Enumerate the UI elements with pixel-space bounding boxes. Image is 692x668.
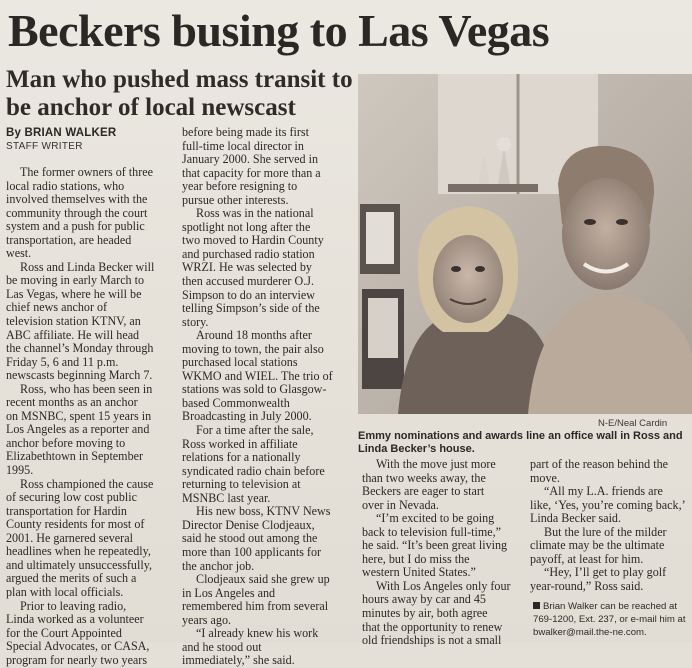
text-line: moving to town, the pair also — [182, 341, 324, 356]
text-line: that capacity for more than a — [182, 165, 321, 180]
contact-line-2: 769-1200, Ext. 237, or e-mail him at — [533, 614, 686, 625]
text-line: Special Advocates, or CASA, — [6, 639, 150, 654]
text-line: His new boss, KTNV News — [196, 504, 331, 519]
text-line: headlines when he repeatedly, — [6, 544, 151, 559]
text-line: Linda Becker said. — [530, 511, 622, 526]
text-line: west. — [6, 246, 32, 261]
article-column-3 — [362, 458, 532, 648]
text-line: Las Vegas, where he will be — [6, 286, 142, 301]
text-line: For a time after the sale, — [196, 423, 314, 438]
text-line: move. — [530, 470, 560, 485]
text-line: “I already knew his work — [196, 626, 319, 641]
text-line: “I’m excited to be going — [376, 511, 495, 526]
text-line: year-round,” Ross said. — [530, 578, 644, 593]
headline: Beckers busing to Las Vegas — [8, 5, 550, 56]
text-line: MSNBC last year. — [182, 490, 271, 505]
text-line: Ross and Linda Becker will — [20, 259, 155, 274]
text-line: chief news anchor of — [6, 300, 108, 315]
text-line: of securing low cost public — [6, 490, 137, 505]
text-line: With Los Angeles only four — [376, 578, 511, 593]
text-line: syndicated radio chain before — [182, 463, 325, 478]
text-line: local radio stations, who — [6, 178, 125, 193]
text-line: said he stood out among the — [182, 531, 318, 546]
text-line: Friday 5, 6 and 11 p.m. — [6, 354, 119, 369]
text-line: television station KTNV, an — [6, 314, 141, 329]
text-line: before being made its first — [182, 125, 309, 139]
text-line: “All my L.A. friends are — [544, 484, 663, 499]
text-line: years ago. — [182, 612, 232, 627]
text-line: Simpson to do an interview — [182, 287, 316, 302]
byline — [6, 126, 116, 140]
article-column-4 — [530, 458, 692, 593]
photo-credit: N-E/Neal Cardin — [598, 418, 668, 429]
text-line: The former owners of three — [20, 165, 153, 179]
text-line: part of the reason behind the — [530, 457, 669, 471]
text-line: “Hey, I’ll get to play golf — [544, 565, 667, 580]
byline-author: BRIAN WALKER — [24, 127, 117, 139]
text-line: involved themselves with the — [6, 192, 148, 207]
text-line: remembered him from several — [182, 599, 329, 614]
text-line: the channel’s Monday through — [6, 341, 154, 356]
text-line: he said. “It’s been great living — [362, 538, 508, 553]
text-line: than two weeks away, the — [362, 470, 486, 485]
text-line: here, but I do miss the — [362, 551, 470, 566]
text-line: more than 100 applicants for — [182, 544, 322, 559]
text-line: immediately,” she said. — [182, 653, 295, 668]
text-line: But the lure of the milder — [544, 524, 667, 539]
text-line: January 2000. She served in — [182, 152, 319, 167]
text-line: for the Court Appointed — [6, 625, 122, 640]
text-line: on MSNBC, spent 15 years in — [6, 408, 152, 423]
text-line: 2001. He garnered several — [6, 530, 133, 545]
contact-line-3: bwalker@mail.the-ne.com. — [533, 627, 647, 638]
text-line: returning to television at — [182, 477, 301, 492]
text-line: WRZI. He was selected by — [182, 260, 312, 275]
text-line: Beckers are eager to start — [362, 484, 485, 499]
byline-title: STAFF WRITER — [6, 141, 83, 152]
text-line: payoff, at least for him. — [530, 551, 644, 566]
text-line: Linda worked as a volunteer — [6, 612, 144, 627]
text-line: over in Nevada. — [362, 497, 439, 512]
couple-photo-illustration — [358, 74, 692, 414]
text-line: in Los Angeles and — [182, 585, 276, 600]
text-line: year before resigning to — [182, 179, 298, 194]
text-line: Linda Becker’s house. — [358, 443, 475, 455]
contact-line-1: Brian Walker can be reached at — [533, 600, 691, 613]
text-line: back to television full-time,” — [362, 524, 502, 539]
text-line: recent months as an anchor — [6, 395, 138, 410]
text-line: system and a push for public — [6, 219, 145, 234]
text-line: relations for a nationally — [182, 450, 301, 465]
photo-caption — [358, 430, 692, 456]
text-line: With the move just more — [376, 457, 496, 471]
article-column-1 — [6, 166, 176, 667]
text-line: stations was sold to Glasgow- — [182, 382, 327, 397]
text-line: County residents for most of — [6, 517, 145, 532]
text-line: minutes by air, both agree — [362, 606, 488, 621]
text-line: climate may be the ultimate — [530, 538, 665, 553]
text-line: anchor before moving to — [6, 435, 126, 450]
text-line: be moving in early March to — [6, 273, 145, 288]
text-line: the anchor job. — [182, 558, 255, 573]
text-line: Emmy nominations and awards line an office wall in Ross and — [358, 430, 683, 442]
text-line: 1995. — [6, 463, 34, 478]
end-square-icon — [533, 602, 540, 609]
text-line: Elizabethtown in September — [6, 449, 144, 464]
text-line: Director Denise Clodjeaux, — [182, 517, 315, 532]
text-line: Prior to leaving radio, — [20, 598, 127, 613]
text-line: newscasts beginning March 7. — [6, 368, 153, 383]
text-line: and purchased radio station — [182, 246, 315, 261]
article-column-2 — [182, 126, 352, 668]
text-line: that the opportunity to renew — [362, 619, 503, 634]
text-line: Los Angeles as a reporter and — [6, 422, 150, 437]
text-line: full-time local director in — [182, 138, 304, 153]
text-line: two moved to Hardin County — [182, 233, 324, 248]
text-line: based Commonwealth — [182, 395, 290, 410]
text-line: Ross was in the national — [196, 206, 314, 221]
text-line: Ross worked in affiliate — [182, 436, 298, 451]
text-line: spotlight not long after the — [182, 219, 311, 234]
deck-subheadline: Man who pushed mass transit to be anchor of local newscast — [6, 66, 353, 121]
text-line: Broadcasting in July 2000. — [182, 409, 312, 424]
byline-prefix: By — [6, 127, 22, 139]
author-contact-note — [533, 600, 691, 639]
photo — [358, 74, 692, 414]
text-line: purchased local stations — [182, 355, 298, 370]
text-line: plan with local officials. — [6, 584, 124, 599]
text-line: ABC affiliate. He will head — [6, 327, 140, 342]
text-line: hours away by car and 45 — [362, 592, 486, 607]
text-line: community through the court — [6, 205, 148, 220]
text-line: Around 18 months after — [196, 328, 312, 343]
text-line: then accused murderer O.J. — [182, 274, 314, 289]
text-line: story. — [182, 314, 209, 329]
text-line: pursue other interests. — [182, 192, 289, 207]
text-line: telling Simpson’s side of the — [182, 301, 320, 316]
text-line: argued the merits of such a — [6, 571, 137, 586]
text-line: and he stood out — [182, 639, 262, 654]
text-line: transportation for Hardin — [6, 503, 127, 518]
text-line: Ross, who has been seen in — [20, 381, 153, 396]
text-line: WKMO and WIEL. The trio of — [182, 368, 333, 383]
text-line: Ross championed the cause — [20, 476, 154, 491]
text-line: like, ‘Yes, you’re coming back,’ — [530, 497, 686, 512]
text-line: Clodjeaux said she grew up — [196, 572, 330, 587]
text-line: program for nearly two years — [6, 652, 148, 667]
text-line: old friendships is not a small — [362, 633, 502, 648]
text-line: and ultimately unsuccessfully, — [6, 557, 152, 572]
text-line: western United States.” — [362, 565, 476, 580]
text-line: transportation, are headed — [6, 232, 132, 247]
